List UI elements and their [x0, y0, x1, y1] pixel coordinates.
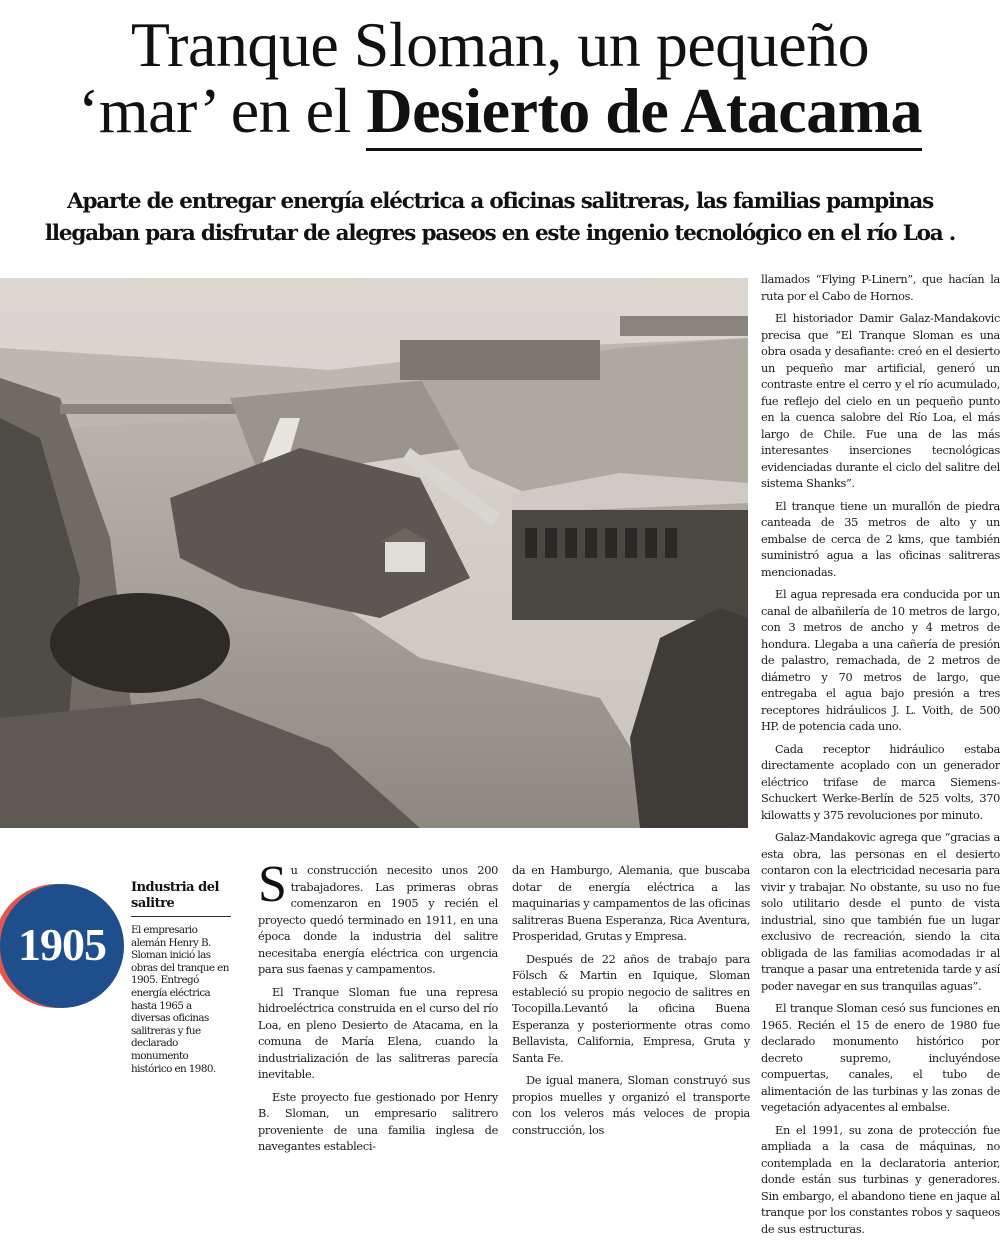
article-paragraph: da en Hamburgo, Alemania, que buscaba dotar de energía eléctrica a las maquinarias y campamentos de las oficinas salitreras Buena Esperanza, Rica Aventura, Prosperidad, Grutas y Empresa.: [512, 864, 750, 943]
article-paragraph: llamados “Flying P-Linern”, que hacían la ruta por el Cabo de Hornos.: [761, 273, 1000, 303]
headline: [0, 9, 1000, 151]
deck-subtitle: Aparte de entregar energía eléctrica a oficinas salitreras, las familias pampinas llegaban para disfrutar de alegres paseos en este ingenio tecnológico en el río Loa .: [44, 189, 956, 246]
photo-top-buildings-right: [620, 316, 748, 336]
sidebar-title: Industria del salitre: [131, 880, 219, 911]
historical-photo: [0, 278, 748, 828]
photo-top-buildings: [400, 340, 600, 380]
article-paragraph: El tranque Sloman cesó sus funciones en 1965. Recién el 15 de enero de 1980 fue declarado monumento histórico por decreto supremo, incluyéndose compuertas, canales, el tubo de alimentación de las turbinas y las zonas de vegetación adyacentes al embalse.: [761, 1002, 1000, 1114]
sidebar-divider: [131, 916, 231, 917]
year-badge-text: 1905: [18, 919, 106, 970]
photo-bush: [50, 593, 230, 693]
article-paragraph: El tranque tiene un murallón de piedra canteada de 35 metros de alto y un embalse de cerca de 2 kms, que también suministró agua a las oficinas salitreras mencionadas.: [761, 499, 1000, 579]
article-paragraph: El historiador Damir Galaz-Mandakovic precisa que “El Tranque Sloman es una obra osada y desafiante: creó en el desierto un pequeño mar artificial, generó un contraste entre el cerro y el río acumulado, fue reflejo del cielo en un pequeño punto en la cuenca salobre del Río Loa, el más largo de Chile. Fue una de las más interesantes inserciones tecnológicas evidenciadas durante el ciclo del salitre del sistema Shanks”.: [761, 312, 1000, 490]
article-paragraph-text: u construcción necesito unos 200 trabajadores. Las primeras obras comenzaron en 1905 y recién el proyecto quedó terminado en 1911, en una época donde la industria del salitre necesitaba energía eléctrica con urgencia para sus faenas y campamentos.: [258, 864, 498, 976]
article-paragraph: [258, 856, 498, 979]
article-paragraph: En el 1991, su zona de protección fue ampliada a la casa de máquinas, no contemplada en la declaratoria anterior, donde están sus turbinas y generadores. Sin embargo, el abandono tiene en jaque al tranque por los constantes robos y saqueos de sus estructuras.: [761, 1123, 1000, 1236]
article-column-3: [761, 272, 1000, 1244]
article-paragraph: El agua represada era conducida por un canal de albañilería de 10 metros de largo, con 3 metros de ancho y 4 metros de hondura. Llegaba a una cañería de presión de palastro, remachada, de 2 metros de diámetro y 70 metros de largo, que entregaba el agua bajo presión a tres receptores hidráulicos J. L. Voith, de 500 HP. de potencia cada uno.: [761, 588, 1000, 733]
article-paragraph: Galaz-Mandakovic agrega que “gracias a esta obra, las personas en el desierto contaron con la electricidad necesaria para vivir y trabajar. No obstante, su uso no fue solo utilitario desde el punto de vista industrial, sino que también fue un lugar exclusivo de recreación, siendo la cita obligada de las familias acomodadas ir al tranque a pasar una entretenida tarde y así poder navegar en sus tranquilas aguas”.: [761, 831, 1000, 993]
photo-hut: [385, 540, 425, 572]
drop-cap: S: [258, 856, 287, 913]
article-paragraph: Este proyecto fue gestionado por Henry B. Sloman, un empresario salitrero proveniente de una familia inglesa de navegantes estableci-: [258, 1090, 498, 1153]
headline-line-2: [0, 75, 1000, 151]
headline-line-1: Tranque Sloman, un pequeño: [130, 9, 870, 80]
headline-line-2-regular: ‘mar’ en el: [78, 75, 367, 146]
photo-powerhouse: [512, 510, 748, 620]
photo-illustration: [0, 278, 748, 828]
article-paragraph: Después de 22 años de trabajo para Fölsch & Martin en Iquique, Sloman estableció su propio negocio de salitres en Tocopilla.Levantó la oficina Buena Esperanza y posteriormente otras como Bellavista, California, Empresa, Gruta y Santa Fe.: [512, 952, 750, 1065]
photo-bridge: [60, 404, 260, 414]
headline-line-2-bold: Desierto de Atacama: [366, 78, 922, 151]
article-paragraph: El Tranque Sloman fue una represa hidroeléctrica construida en el curso del río Loa, en pleno Desierto de Atacama, en la comuna de María Elena, cuando la industrialización de las salitreras parecía inevitable.: [258, 985, 498, 1081]
sidebar-text: El empresario alemán Henry B. Sloman inició las obras del tranque en 1905. Entregó energía eléctrica hasta 1965 a diversas oficinas salitreras y fue declarado monumento histórico en 1980.: [131, 924, 229, 1075]
article-column-1: [258, 856, 498, 1162]
article-column-2: [512, 863, 750, 1145]
article-paragraph: Cada receptor hidráulico estaba directamente acoplado con un generador eléctrico trifase de marca Siemens-Schuckert Werke-Berlín de 525 volts, 370 kilowatts y 375 revoluciones por minuto.: [761, 742, 1000, 822]
article-paragraph: De igual manera, Sloman construyó sus propios muelles y organizó el transporte con los veleros más veloces de propia construcción, los: [512, 1074, 750, 1137]
